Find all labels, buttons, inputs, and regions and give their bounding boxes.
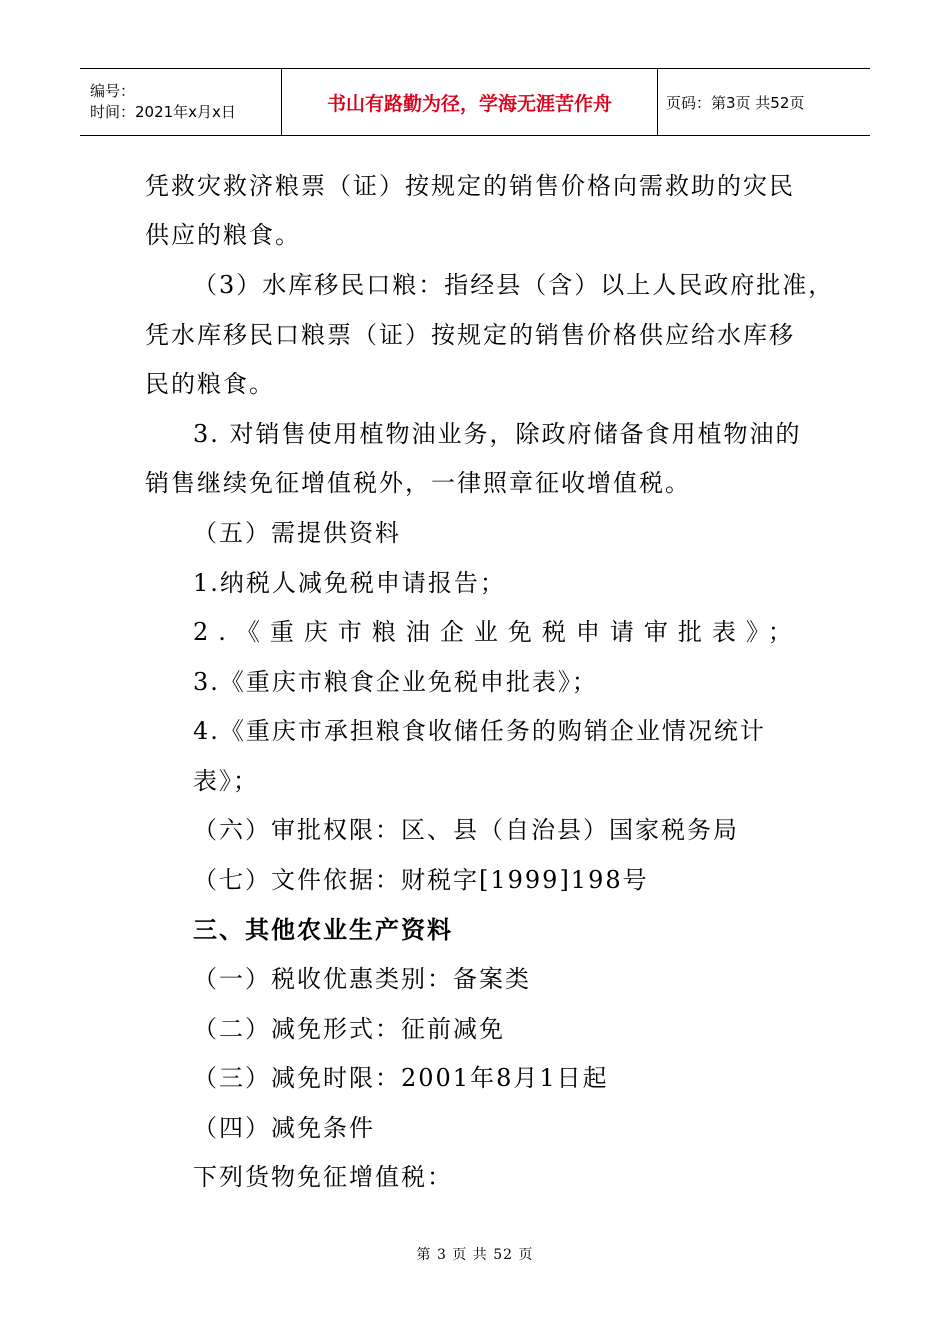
list-item: 1.纳税人减免税申请报告；: [193, 569, 506, 597]
body-line: 3. 对销售使用植物油业务，除政府储备食用植物油的: [193, 420, 802, 448]
list-item: 4.《重庆市承担粮食收储任务的购销企业情况统计: [193, 717, 766, 745]
body-line: 销售继续免征增值税外，一律照章征收增值税。: [145, 469, 691, 497]
list-item: 3.《重庆市粮食企业免税申批表》；: [193, 668, 598, 696]
section-heading: （三）减免时限：2001年8月1日起: [193, 1064, 609, 1092]
chapter-heading: 三、其他农业生产资料: [193, 916, 453, 944]
page-info-text: 页码：第3页 共52页: [666, 93, 805, 112]
section-heading: （二）减免形式：征前减免: [193, 1015, 505, 1043]
body-line: 下列货物免征增值税：: [193, 1163, 453, 1191]
section-heading: （六）审批权限：区、县（自治县）国家税务局: [193, 816, 739, 844]
body-line: 供应的粮食。: [145, 221, 301, 249]
body-line: 凭水库移民口粮票（证）按规定的销售价格供应给水库移: [145, 321, 795, 349]
document-date: 时间：2021年x月x日: [90, 103, 236, 121]
list-item: 2.《重庆市粮油企业免税申请审批表》；: [193, 618, 802, 646]
page-footer: 第 3 页 共 52 页: [416, 1247, 534, 1263]
motto-text: 书山有路勤为径，学海无涯苦作舟: [326, 92, 612, 115]
body-line: 凭救灾救济粮票（证）按规定的销售价格向需救助的灾民: [145, 172, 795, 200]
section-heading: （四）减免条件: [193, 1114, 375, 1142]
section-heading: （五）需提供资料: [193, 519, 401, 547]
list-item-continuation: 表》；: [193, 767, 259, 795]
body-line: 民的粮食。: [145, 370, 275, 398]
document-number-label: 编号：: [90, 82, 136, 100]
section-heading: （七）文件依据：财税字[1999]198号: [193, 866, 649, 894]
body-line: （3）水库移民口粮：指经县（含）以上人民政府批准，: [193, 271, 835, 299]
section-heading: （一）税收优惠类别：备案类: [193, 965, 531, 993]
